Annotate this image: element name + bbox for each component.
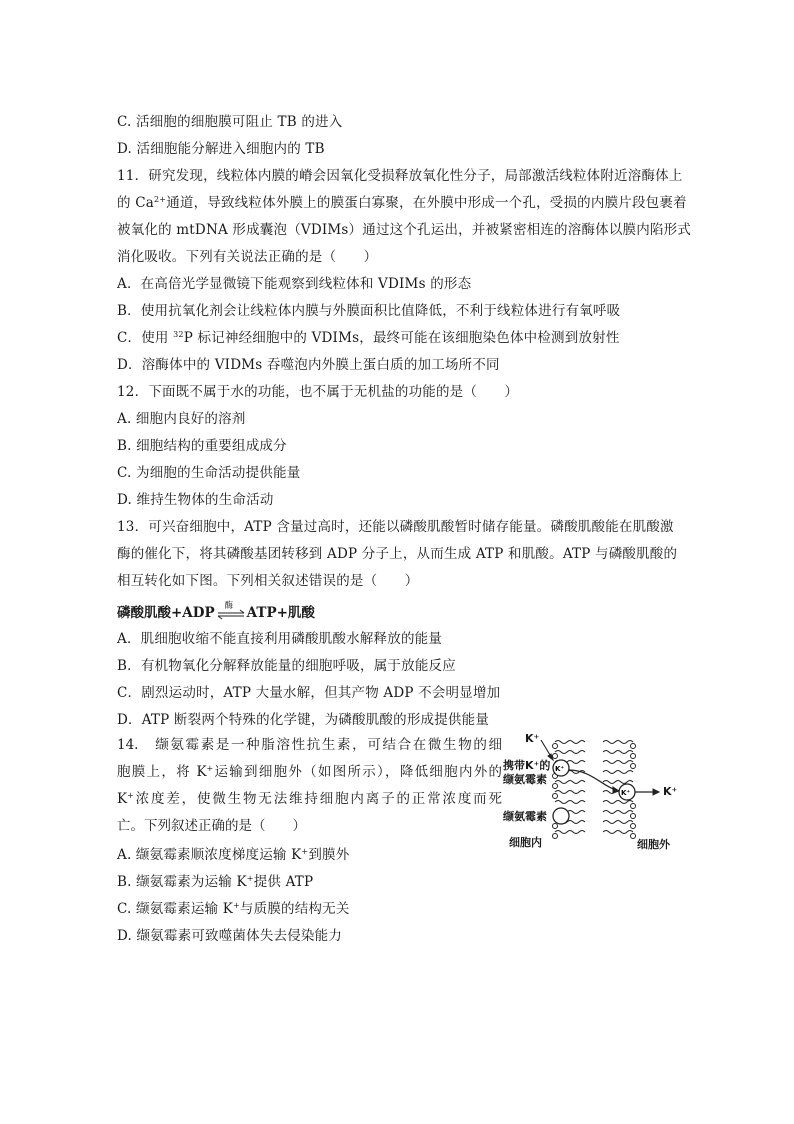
q13-option-c: C．剧烈运动时，ATP 大量水解，但其产物 ADP 不会明显增加 [117,685,501,701]
q11-option-b: B．使用抗氧化剂会让线粒体内膜与外膜面积比值降低，不利于线粒体进行有氧呼吸 [117,303,621,319]
q14-option-a: A. 缬氨霉素顺浓度梯度运输 K+到膜外 [117,847,350,863]
carrier-label-line2: 缬氨霉素 [503,773,547,786]
q14-stem-line3: K+浓度差，使微生物无法维持细胞内离子的正常浓度而死 [117,791,502,807]
q10-option-d: D. 活细胞能分解进入细胞内的 TB [117,141,325,157]
q14-option-d: D. 缬氨霉素可致噬菌体失去侵染能力 [117,928,343,944]
q12-stem: 12．下面既不属于水的功能，也不属于无机盐的功能的是（ ） [117,384,519,400]
k-top-label: K⁺ [525,732,540,745]
q13-option-b: B．有机物氧化分解释放能量的细胞呼吸，属于放能反应 [117,658,456,674]
q11-stem-line2: 的 $Ca^{2+}$通道，导致线粒体外膜上的膜蛋白寡聚，在外膜中形成一个孔，受损的内膜片段包裹着 [117,195,687,211]
q14-option-c: C. 缬氨霉素运输 K+与质膜的结构无关 [117,901,350,917]
q12-option-d: D. 维持生物体的生命活动 [117,492,274,508]
q13-stem-line1: 13．可兴奋细胞中，ATP 含量过高时，还能以磷酸肌酸暂时储存能量。磷酸肌酸能在肌酸激 [117,519,674,535]
outside-cell-label: 细胞外 [637,838,670,851]
inside-cell-label: 细胞内 [509,836,542,849]
membrane-figure [503,732,683,852]
q14-stem-line2: 胞膜上，将 K+运输到细胞外（如图所示），降低细胞内外的 [117,764,502,780]
q12-option-c: C. 为细胞的生命活动提供能量 [117,465,301,481]
reversible-arrow-icon [216,603,246,621]
k-in-circle-left: K⁺ [555,765,565,773]
q11-stem-line1: 11．研究发现，线粒体内膜的嵴会因氧化受损释放氧化性分子，局部激活线粒体附近溶酶体上 [117,168,683,184]
q14-stem [117,732,502,840]
q12-option-a: A. 细胞内良好的溶剂 [117,411,246,427]
q11-stem-line3: 被氧化的 mtDNA 形成囊泡（VDIMs）通过这个孔运出，并被紧密相连的溶酶体以膜内陷形式 [117,222,692,238]
equation-left: 磷酸肌酸+ADP [117,605,215,621]
q14-stem-line4: 亡。下列叙述正确的是（ ） [117,818,306,834]
enzyme-label: 酶 [224,601,234,611]
k-right-label: K⁺ [663,785,678,798]
q13-equation [117,601,315,621]
q13-stem-line2: 酶的催化下，将其磷酸基团转移到 ADP 分子上，从而生成 ATP 和肌酸。ATP 与磷酸肌酸的 [117,546,678,562]
q11-option-c: C．使用 $^{32}$P 标记神经细胞中的 VDIMs，最终可能在该细胞染色体中检测到放射性 [117,330,620,346]
q11-stem-line4: 消化吸收。下列有关说法正确的是（ ） [117,249,378,265]
q13-option-a: A．肌细胞收缩不能直接利用磷酸肌酸水解释放的能量 [117,631,443,647]
k-in-circle-right: K⁺ [621,789,631,797]
q13-stem-line3: 相互转化如下图。下列相关叙述错误的是（ ） [117,573,419,589]
valinomycin-label: 缬氨霉素 [503,810,547,823]
q11-option-d: D．溶酶体中的 VIDMs 吞噬泡内外膜上蛋白质的加工场所不同 [117,357,500,373]
q13-option-d: D．ATP 断裂两个特殊的化学键，为磷酸肌酸的形成提供能量 [117,712,490,728]
equation-right: ATP+肌酸 [246,605,315,621]
q14-option-b: B. 缬氨霉素为运输 K+提供 ATP [117,874,314,890]
q12-option-b: B. 细胞结构的重要组成成分 [117,438,287,454]
q11-option-a: A．在高倍光学显微镜下能观察到线粒体和 VDIMs 的形态 [117,276,472,292]
carrier-label-line1: 携带K⁺的 [503,759,551,772]
q14-stem-line1: 14. 缬氨霉素是一种脂溶性抗生素，可结合在微生物的细 [117,737,502,753]
q10-option-c: C. 活细胞的细胞膜可阻止 TB 的进入 [117,114,343,130]
